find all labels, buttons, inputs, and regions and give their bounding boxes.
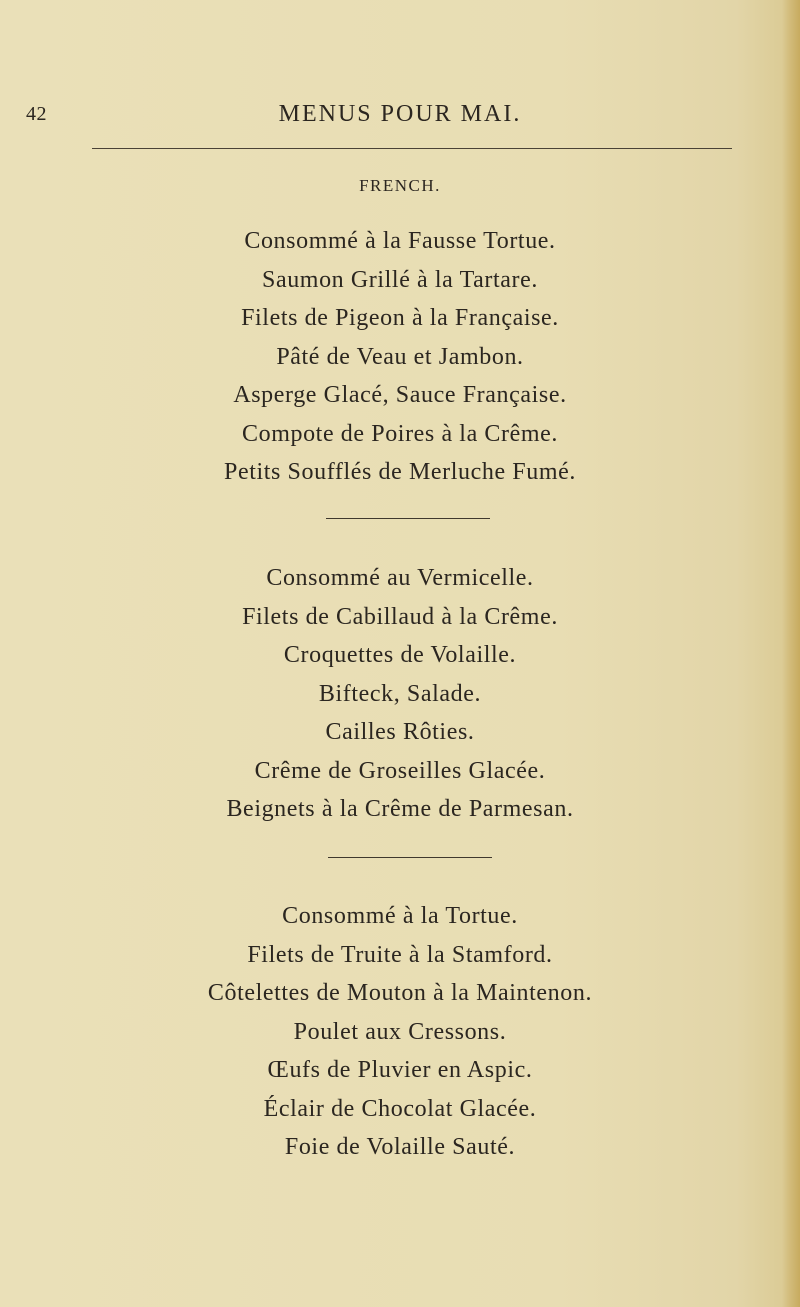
menu-item: Croquettes de Volaille. bbox=[283, 642, 517, 668]
menu-item: Pâté de Veau et Jambon. bbox=[276, 343, 524, 370]
section-title: FRENCH. bbox=[359, 176, 441, 195]
menu-item: Œufs de Pluvier en Aspic. bbox=[267, 1057, 533, 1083]
menu-item: Poulet aux Cressons. bbox=[293, 1018, 507, 1045]
menu-item: Filets de Truite à la Stamford. bbox=[247, 941, 553, 968]
menu-list-2 bbox=[0, 559, 800, 829]
menu-item: Éclair de Chocolat Glacée. bbox=[263, 1095, 537, 1122]
menu-item: Petits Soufflés de Merluche Fumé. bbox=[224, 459, 576, 485]
page-number: 42 bbox=[26, 103, 47, 125]
menu-item: Foie de Volaille Sauté. bbox=[284, 1134, 516, 1160]
menu-item: Crême de Groseilles Glacée. bbox=[254, 757, 546, 784]
menu-item: Asperge Glacé, Sauce Française. bbox=[233, 382, 567, 408]
menu-item: Cailles Rôties. bbox=[325, 719, 475, 745]
menu-item: Saumon Grillé à la Tartare. bbox=[262, 266, 538, 293]
menu-item: Compote de Poires à la Crême. bbox=[242, 420, 558, 447]
menu-item: Filets de Pigeon à la Française. bbox=[241, 305, 559, 331]
menu-item: Beignets à la Crême de Parmesan. bbox=[226, 796, 574, 822]
menu-item: Consommé à la Fausse Tortue. bbox=[244, 228, 556, 254]
menu-item: Consommé au Vermicelle. bbox=[266, 565, 534, 591]
menu-list-3 bbox=[0, 897, 800, 1167]
menu-item: Bifteck, Salade. bbox=[318, 680, 482, 707]
menu-item: Filets de Cabillaud à la Crême. bbox=[242, 603, 558, 630]
menu-item: Côtelettes de Mouton à la Maintenon. bbox=[207, 980, 593, 1006]
menu-item: Consommé à la Tortue. bbox=[282, 903, 518, 929]
menu-divider bbox=[326, 518, 490, 519]
menu-list-1 bbox=[0, 222, 800, 492]
running-title: MENUS POUR MAI. bbox=[278, 101, 522, 127]
menu-divider bbox=[328, 857, 492, 858]
header-rule bbox=[92, 148, 732, 149]
